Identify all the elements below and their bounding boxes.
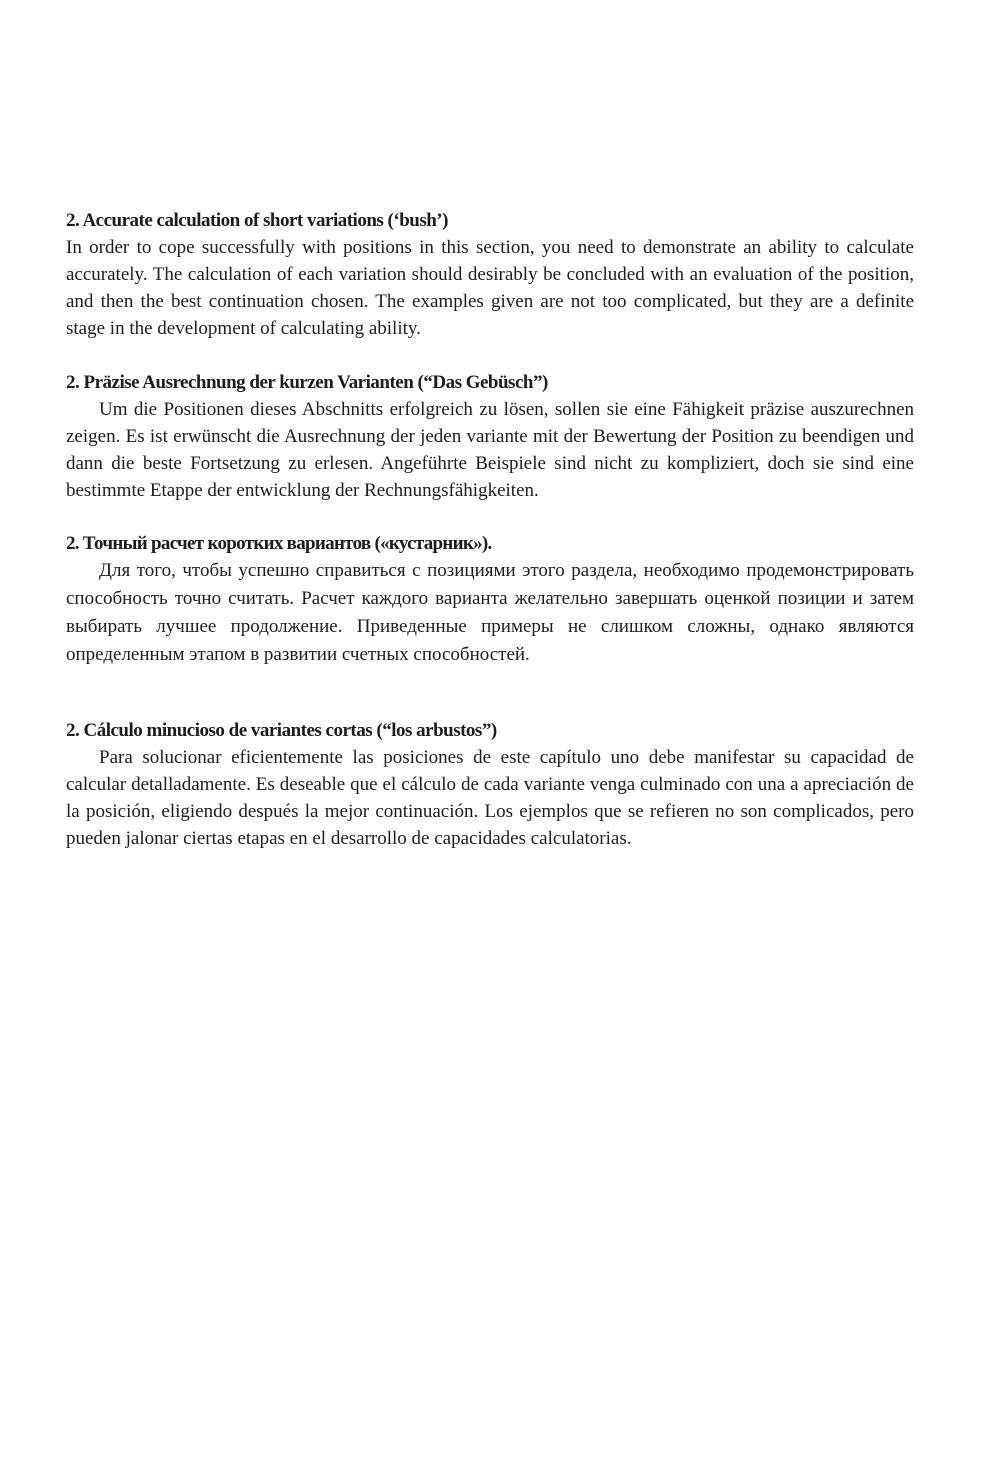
section-title: 2. Präzise Ausrechnung der kurzen Varianten (“Das Gebüsch”) [66, 372, 548, 393]
section-body: In order to cope successfully with positions in this section, you need to demonstrate an ability to calculate accurately. The calculation of each variation should desirably be concluded with an evaluation of the position, and then the best continuation chosen. The examples given are not too complicated, but they are a definite stage in the development of calculating ability. [66, 237, 914, 339]
section-german [66, 369, 914, 504]
section-english [66, 207, 914, 342]
section-title: 2. Точный расчет коротких вариантов («кустарник»). [66, 533, 492, 554]
section-body: Um die Positionen dieses Abschnitts erfolgreich zu lösen, sollen sie eine Fähigkeit präzise auszurechnen zeigen. Es ist erwünscht die Ausrechnung der jeden variante mit der Bewertung der Position zu beendigen und dann die beste Fortsetzung zu erlesen. Angeführte Beispiele sind nicht zu kompliziert, doch sie sind eine bestimmte Etappe der entwicklung der Rechnungsfähigkeiten. [66, 399, 914, 501]
section-spanish [66, 717, 914, 852]
section-russian [66, 530, 914, 669]
section-body: Для того, чтобы успешно справиться с позициями этого раздела, необходимо продемонстрировать способность точно считать. Расчет каждого варианта желательно завершать оценкой позиции и затем выбирать лучшее продолжение. Приведенные примеры не слишком сложны, однако являются определенным этапом в развитии счетных способностей. [66, 560, 914, 665]
section-title: 2. Accurate calculation of short variations (‘bush’) [66, 210, 448, 231]
section-body: Para solucionar eficientemente las posiciones de este capítulo uno debe manifestar su capacidad de calcular detalladamente. Es deseable que el cálculo de cada variante venga culminado con una a apreciación de la posición, eligiendo después la mejor continuación. Los ejemplos que se refieren no son complicados, pero pueden jalonar ciertas etapas en el desarrollo de capacidades calculatorias. [66, 747, 914, 849]
section-title: 2. Cálculo minucioso de variantes cortas (“los arbustos”) [66, 720, 497, 741]
